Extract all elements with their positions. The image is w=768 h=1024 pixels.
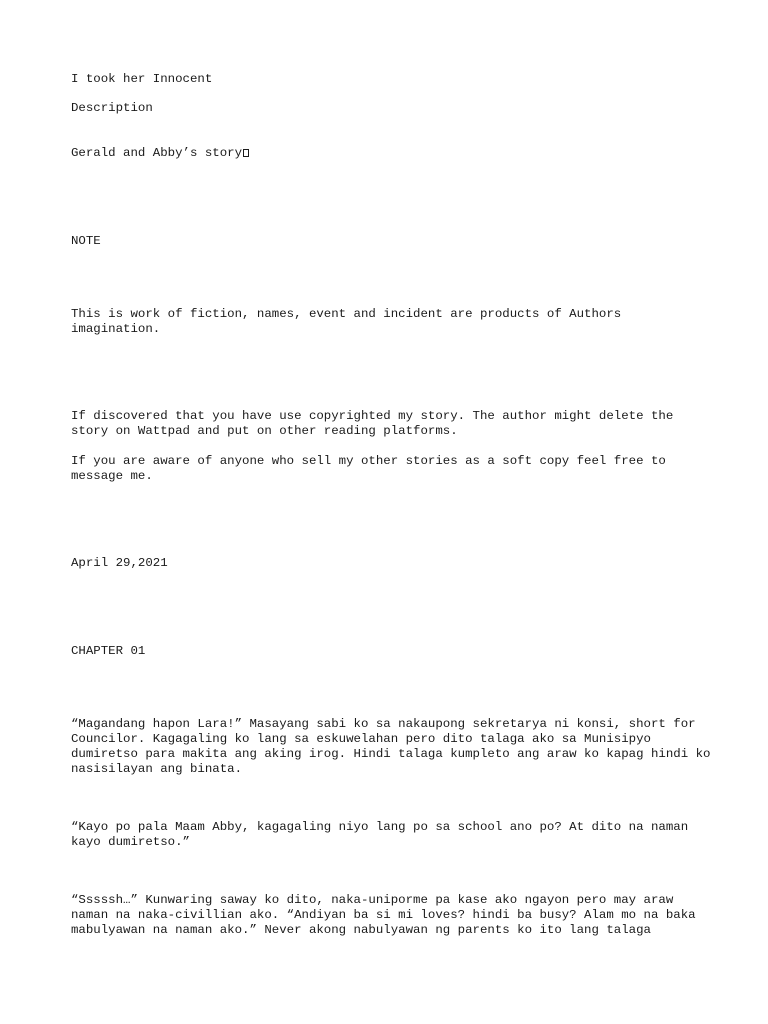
missing-glyph-icon — [243, 149, 249, 157]
chapter-heading: CHAPTER 01 — [71, 644, 146, 658]
document-date: April 29,2021 — [71, 556, 168, 570]
document-title: I took her Innocent — [71, 72, 213, 86]
story-paragraph: “Magandang hapon Lara!” Masayang sabi ko sa nakaupong sekretarya ni konsi, short for Councilor. Kagagaling ko lang sa eskuwelahan pero dito talaga ako sa Munisipyo dumiretso para makita ang aking irog. Hindi talaga kumpleto ang araw ko kapag hindi ko nasisilayan ang binata. — [71, 717, 718, 776]
story-paragraph: “Sssssh…” Kunwaring saway ko dito, naka-uniporme pa kase ako ngayon pero may araw naman na naka-civillian ako. “Andiyan ba si mi loves? hindi ba busy? Alam mo na baka mabulyawan na naman ako.” Never akong nabulyawan ng parents ko ito lang talaga — [71, 893, 704, 937]
description-text-line — [71, 146, 711, 161]
softcopy-paragraph: If you are aware of anyone who sell my other stories as a soft copy feel free to message me. — [71, 454, 674, 483]
description-heading: Description — [71, 101, 153, 115]
copyright-paragraph: If discovered that you have use copyrighted my story. The author might delete the story on Wattpad and put on other reading platforms. — [71, 409, 681, 438]
description-text: Gerald and Abby’s story — [71, 146, 243, 160]
note-paragraph: This is work of fiction, names, event and incident are products of Authors imagination. — [71, 307, 629, 336]
note-heading: NOTE — [71, 234, 101, 248]
story-paragraph: “Kayo po pala Maam Abby, kagagaling niyo lang po sa school ano po? At dito na naman kayo dumiretso.” — [71, 820, 696, 849]
